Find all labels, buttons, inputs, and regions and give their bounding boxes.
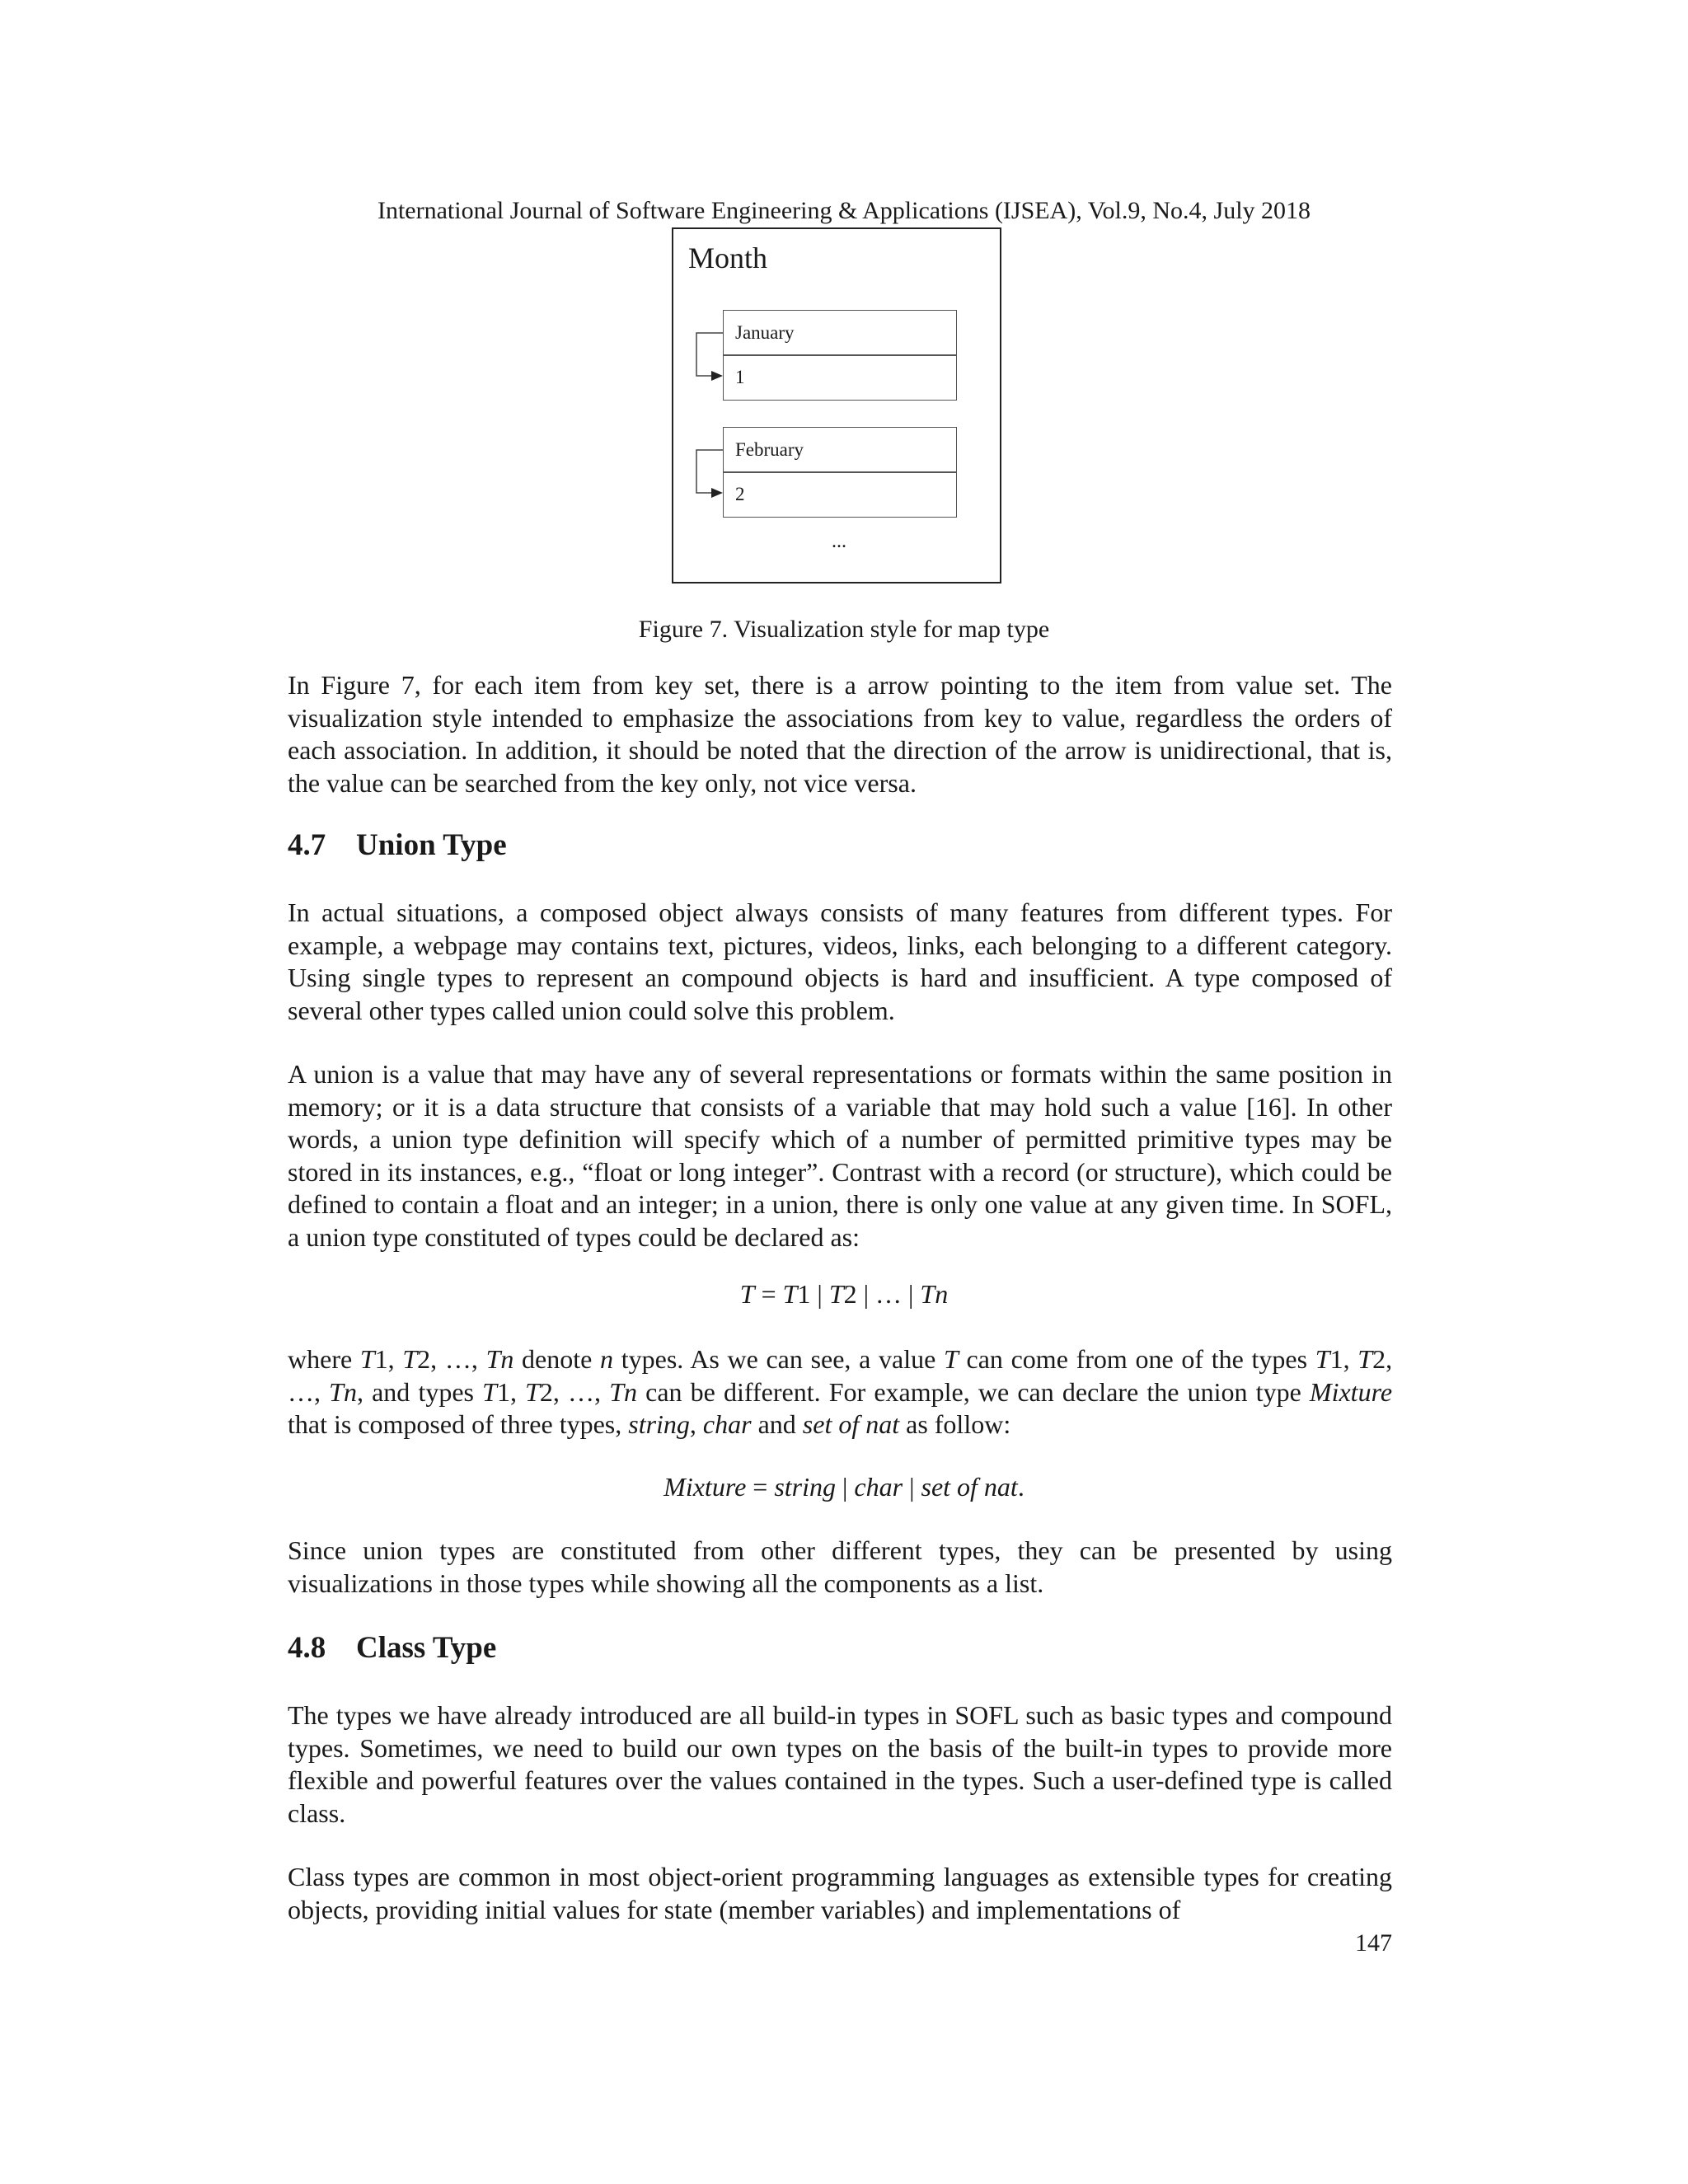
figure-title: Month bbox=[688, 241, 768, 274]
figure-ellipsis: ... bbox=[832, 531, 846, 552]
paragraph-union-intro: In actual situations, a composed object always consists of many features from different types. For example, a webpage may contains text, pictures, videos, links, each belonging to a different category. Using single types to represent an compound objects is hard and insufficient. A type composed of several other types called union could solve this problem. bbox=[288, 898, 1392, 1025]
equation-mixture-type: Mixture = string | char | set of nat. bbox=[663, 1472, 1025, 1502]
section-title: Class Type bbox=[356, 1631, 497, 1665]
section-title: Union Type bbox=[356, 828, 507, 862]
section-heading-4-8 bbox=[288, 1630, 496, 1666]
section-heading-4-7 bbox=[288, 827, 507, 864]
paragraph-class-intro: The types we have already introduced are all build-in types in SOFL such as basic types and compound types. Sometimes, we need to build our own types on the basis of the built-in types to provide more flexible and powerful features over the values contained in the types. Such a user-defined type is called class. bbox=[288, 1700, 1392, 1828]
value-cell-1: 1 bbox=[723, 354, 957, 401]
paragraph-figure-explanation: In Figure 7, for each item from key set, there is a arrow pointing to the item from value set. The visualization style intended to emphasize the associations from key to value, regardless the orders of each association. In addition, it should be noted that the direction of the arrow is unidirectional, that is, the value can be searched from the key only, not vice versa. bbox=[288, 670, 1392, 798]
equation-union-type: T = T1 | T2 | … | Tn bbox=[739, 1279, 949, 1309]
page-number: 147 bbox=[1355, 1929, 1392, 1957]
arrow-february bbox=[696, 450, 723, 493]
paragraph-union-definition: A union is a value that may have any of several representations or formats within the same position in memory; or it is a data structure that consists of a variable that may hold such a value [16]. In other words, a union type definition will specify which of a number of permitted primitive types may be stored in its instances, e.g., “float or long integer”. Contrast with a record (or structure), which could be defined to contain a float and an integer; in a union, there is only one value at any given time. In SOFL, a union type constituted of types could be declared as: bbox=[288, 1059, 1392, 1252]
section-number: 4.8 bbox=[288, 1631, 326, 1665]
key-cell-january: January bbox=[723, 310, 957, 356]
section-number: 4.7 bbox=[288, 828, 326, 862]
arrow-january bbox=[696, 333, 723, 376]
arrowhead-january bbox=[711, 371, 723, 381]
figure-map-visualization bbox=[672, 227, 1001, 583]
arrowhead-february bbox=[711, 488, 723, 498]
figure-caption: Figure 7. Visualization style for map type bbox=[638, 616, 1050, 643]
value-cell-2: 2 bbox=[723, 471, 957, 518]
paragraph-class-oop: Class types are common in most object-orient programming languages as extensible types for creating objects, providing initial values for state (member variables) and implementations of bbox=[288, 1862, 1392, 1924]
key-cell-february: February bbox=[723, 427, 957, 473]
running-header: International Journal of Software Engineering & Applications (IJSEA), Vol.9, No.4, July 2018 bbox=[377, 197, 1311, 224]
paragraph-union-presentation: Since union types are constituted from other different types, they can be presented by using visualizations in those types while showing all the components as a list. bbox=[288, 1535, 1392, 1598]
paragraph-union-example: where T1, T2, …, Tn denote n types. As we can see, a value T can come from one of the types T1, T2, …, Tn, and types T1, T2, …, Tn can be different. For example, we can declare the union type Mixture that is composed of three types, string, char and set of nat as follow: bbox=[288, 1344, 1393, 1439]
